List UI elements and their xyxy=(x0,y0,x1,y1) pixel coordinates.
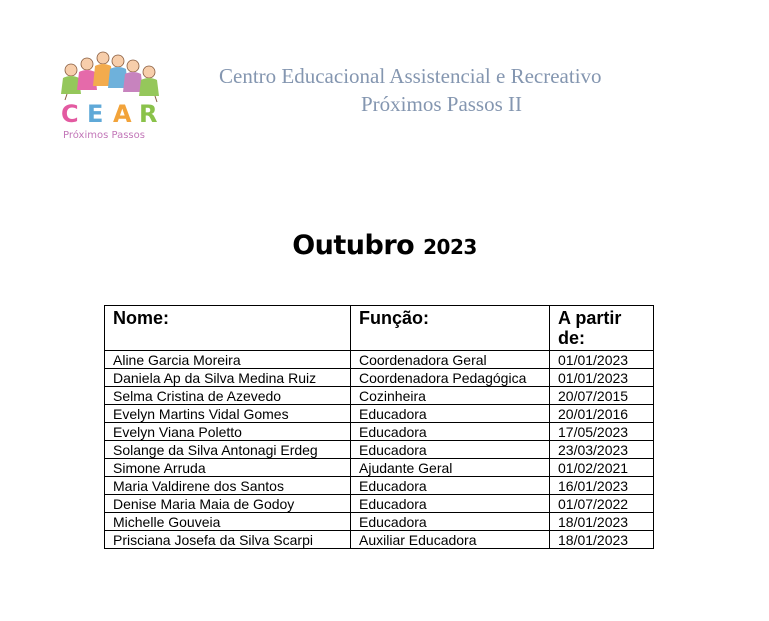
header-since-line2: de: xyxy=(558,328,585,348)
cell-name: Simone Arruda xyxy=(105,459,351,477)
institution-subname: Próximos Passos II xyxy=(361,92,523,116)
header-name: Nome: xyxy=(105,306,351,351)
table-row xyxy=(105,369,654,387)
cell-since: 16/01/2023 xyxy=(550,477,654,495)
cell-role: Educadora xyxy=(351,423,550,441)
cell-role: Educadora xyxy=(351,477,550,495)
cell-role: Coordenadora Pedagógica xyxy=(351,369,550,387)
table-row xyxy=(105,405,654,423)
cell-since: 20/01/2016 xyxy=(550,405,654,423)
children-illustration-icon xyxy=(55,48,167,142)
cear-logo xyxy=(55,48,167,142)
table-row xyxy=(105,477,654,495)
cell-role: Educadora xyxy=(351,495,550,513)
cell-name: Michelle Gouveia xyxy=(105,513,351,531)
cell-name: Denise Maria Maia de Godoy xyxy=(105,495,351,513)
table-row xyxy=(105,441,654,459)
cell-since: 18/01/2023 xyxy=(550,513,654,531)
cell-role: Auxiliar Educadora xyxy=(351,531,550,549)
header-since xyxy=(550,306,654,351)
cell-since: 01/01/2023 xyxy=(550,351,654,369)
staff-table xyxy=(104,305,654,549)
table-row xyxy=(105,513,654,531)
cell-name: Selma Cristina de Azevedo xyxy=(105,387,351,405)
table-header-row xyxy=(105,306,654,351)
cell-name: Evelyn Martins Vidal Gomes xyxy=(105,405,351,423)
cell-since: 01/01/2023 xyxy=(550,369,654,387)
table-row xyxy=(105,531,654,549)
cell-since: 18/01/2023 xyxy=(550,531,654,549)
header-since-line1: A partir xyxy=(558,308,622,328)
document-month: Outubro xyxy=(292,230,415,261)
logo-letter-a: A xyxy=(113,100,132,128)
cell-since: 01/07/2022 xyxy=(550,495,654,513)
table-row xyxy=(105,495,654,513)
cell-role: Educadora xyxy=(351,405,550,423)
cell-name: Maria Valdirene dos Santos xyxy=(105,477,351,495)
logo-subtext: Próximos Passos xyxy=(63,130,145,141)
cell-name: Aline Garcia Moreira xyxy=(105,351,351,369)
cell-since: 01/02/2021 xyxy=(550,459,654,477)
cell-role: Coordenadora Geral xyxy=(351,351,550,369)
table-row xyxy=(105,387,654,405)
logo-letter-c: C xyxy=(61,100,79,128)
cell-role: Cozinheira xyxy=(351,387,550,405)
header-role: Função: xyxy=(351,306,550,351)
cell-role: Educadora xyxy=(351,441,550,459)
cell-since: 23/03/2023 xyxy=(550,441,654,459)
logo-letter-e: E xyxy=(87,100,104,128)
institution-name: Centro Educacional Assistencial e Recreativo xyxy=(219,64,602,88)
cell-since: 17/05/2023 xyxy=(550,423,654,441)
cell-name: Evelyn Viana Poletto xyxy=(105,423,351,441)
document-year: 2023 xyxy=(423,235,477,259)
logo-letter-r: R xyxy=(139,100,158,128)
cell-name: Solange da Silva Antonagi Erdeg xyxy=(105,441,351,459)
table-row xyxy=(105,351,654,369)
table-row xyxy=(105,423,654,441)
cell-role: Educadora xyxy=(351,513,550,531)
cell-role: Ajudante Geral xyxy=(351,459,550,477)
cell-name: Daniela Ap da Silva Medina Ruiz xyxy=(105,369,351,387)
cell-name: Prisciana Josefa da Silva Scarpi xyxy=(105,531,351,549)
table-row xyxy=(105,459,654,477)
document-title xyxy=(0,230,769,261)
cell-since: 20/07/2015 xyxy=(550,387,654,405)
